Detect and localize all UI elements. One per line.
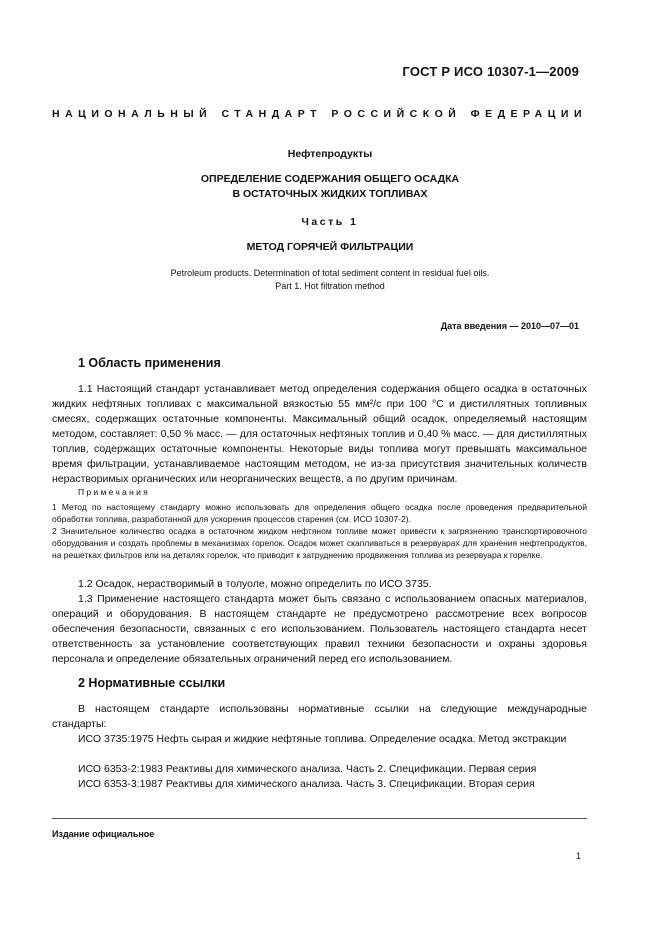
note-text: 1 Метод по настоящему стандарту можно использовать для определения общего осадка после проведения предварительной обработки топлива, разработанной для ускорения процессов старения (см. ИСО 10307-2). [52,502,587,524]
product-category: Нефтепродукты [287,148,373,160]
page-number: 1 [575,851,581,861]
section-heading: 1 Область применения [78,356,221,370]
english-title-line: Part 1. Hot filtration method [275,281,385,291]
part-label: Часть 1 [301,216,359,228]
paragraph-text: 1.3 Применение настоящего стандарта может быть связано с использованием опасных материалов, операций и оборудования. В настоящем стандарте не предусмотрено рассмотрение всех вопросов обеспечения безопасности, связанных с его использованием. Пользователь настоящего стандарта несет ответственность за установление соответствующих правил техники безопасности и охраны здоровья персонала и определение обязательных ограничений перед его использованием. [52,593,587,665]
document-title [40,172,620,202]
document-code: ГОСТ Р ИСО 10307-1—2009 [402,64,579,79]
note-text: 2 Значительное количество осадка в остаточном жидком нефтяном топливе может привести к загрязнению транспортировочного оборудования и создать проблемы в механизмах горелок. Осадок может скапливаться в резервуарах для хранения нефтепродуктов, на решетках фильтров или на деталях горелок, что приводит к затруднению продвижения топлива из резервуара к горелке. [52,526,587,560]
reference-item: ИСО 6353-3:1987 Реактивы для химического анализа. Часть 3. Спецификации. Вторая серия [78,778,535,790]
paragraph-text: В настоящем стандарте использованы нормативные ссылки на следующие международные стандарты: [52,703,587,730]
banner-word: РОССИЙСКОЙ [331,108,462,120]
reference-text: ИСО 3735:1975 Нефть сырая и жидкие нефтяные топлива. Определение осадка. Метод экстракции [78,733,567,745]
paragraph-text: 1.1 Настоящий стандарт устанавливает метод определения содержания общего осадка в остаточных жидких нефтяных топливах с максимальной вязкостью 55 мм²/с при 100 °С и дистиллятных топливных смесях, содержащих остаточные компоненты. Максимальный общий осадок, определяемый настоящим методом, составляет: 0,50 % масс. — для остаточных нефтяных топлив и 0,40 % масс. — для дистиллятных топлив, содержащих остаточные компоненты. Некоторые виды топлива могут превышать максимальное время фильтрации, устанавливаемое настоящим методом, не из-за присутствия значительных количеств нерастворимых органических или неорганических веществ, а по другим причинам. [52,383,587,485]
note-1 [52,501,587,525]
paragraph-1-3 [52,592,587,667]
banner-word: СТАНДАРТ [221,108,323,120]
title-line: ОПРЕДЕЛЕНИЕ СОДЕРЖАНИЯ ОБЩЕГО ОСАДКА [200,173,460,185]
paragraph-1-2 [52,577,587,592]
edition-label: Издание официальное [52,829,155,839]
national-standard-banner [52,108,587,120]
note-2 [52,525,587,561]
banner-word: ФЕДЕРАЦИИ [470,108,587,120]
title-line: В ОСТАТОЧНЫХ ЖИДКИХ ТОПЛИВАХ [232,188,428,200]
reference-item: ИСО 6353-2:1983 Реактивы для химического анализа. Часть 2. Спецификации. Первая серия [78,763,537,775]
section-heading: 2 Нормативные ссылки [78,676,226,690]
method-title: МЕТОД ГОРЯЧЕЙ ФИЛЬТРАЦИИ [246,241,414,253]
introduction-date: Дата введения — 2010—07—01 [440,321,579,331]
notes-title: Примечания [78,487,151,497]
english-title [40,267,620,293]
paragraph-1-1 [52,382,587,487]
english-title-line: Petroleum products. Determination of total sediment content in residual fuel oils. [170,268,490,278]
paragraph-text: 1.2 Осадок, нерастворимый в толуоле, можно определить по ИСО 3735. [78,578,432,590]
references-intro [52,702,587,732]
banner-word: НАЦИОНАЛЬНЫЙ [52,108,213,120]
reference-item [52,732,587,747]
footer-divider [52,818,587,819]
